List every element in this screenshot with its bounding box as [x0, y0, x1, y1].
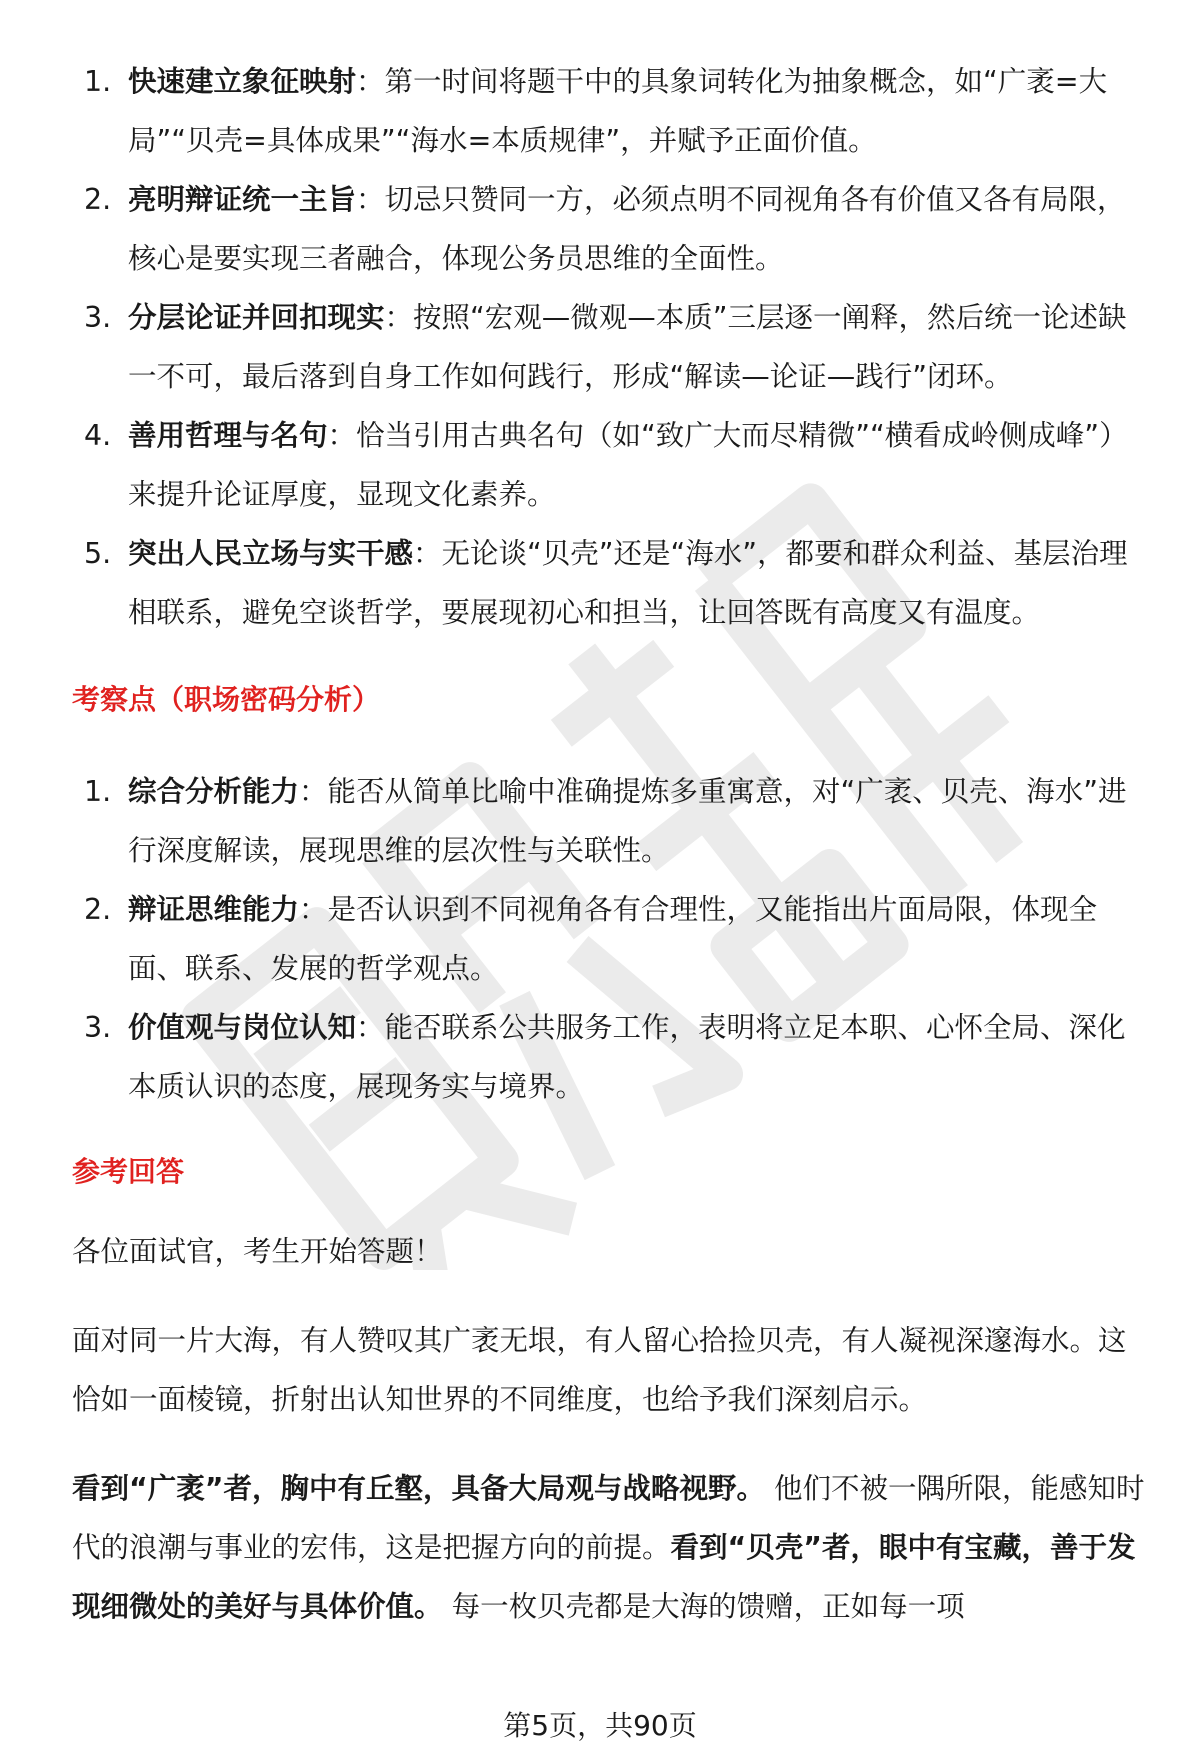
main-content	[72, 52, 1147, 1636]
list-item-title: 综合分析能力	[128, 775, 300, 808]
list-item-text: ：无论谈“贝壳”还是“海水”，都要和群众利益、基层治理相联系，避免空谈哲学，要展现初心和担当，让回答既有高度又有温度。	[128, 537, 1128, 629]
list-number: 4.	[84, 419, 112, 452]
page-number: 第5页，共90页	[503, 1709, 697, 1742]
list-number: 2.	[84, 893, 112, 926]
list-number: 1.	[84, 65, 112, 98]
list-item	[72, 762, 1147, 880]
answer-paragraph: 各位面试官，考生开始答题！	[72, 1235, 443, 1268]
list-item	[72, 170, 1147, 288]
list-item-title: 快速建立象征映射	[128, 65, 357, 98]
list-item-text: ：切忌只赞同一方，必须点明不同视角各有价值又各有局限，核心是要实现三者融合，体现公务员思维的全面性。	[128, 183, 1126, 275]
list-item-text: ：能否联系公共服务工作，表明将立足本职、心怀全局、深化本质认识的态度，展现务实与境界。	[128, 1011, 1126, 1103]
list-item-title: 突出人民立场与实干感	[128, 537, 414, 570]
answer-text: 他们不被一隅所限，能感知时代的浪潮与事业的宏伟，这是把握方向的前提。	[72, 1472, 1145, 1564]
section-heading-reference-answer: 参考回答	[72, 1155, 185, 1188]
list-item-title: 价值观与岗位认知	[128, 1011, 357, 1044]
list-item	[72, 406, 1147, 524]
list-item-text: ：是否认识到不同视角各有合理性，又能指出片面局限，体现全面、联系、发展的哲学观点。	[128, 893, 1098, 985]
list-item	[72, 998, 1147, 1116]
answer-text: 每一枚贝壳都是大海的馈赠，正如每一项	[451, 1590, 965, 1623]
list-item	[72, 524, 1147, 642]
assessment-points-list	[72, 762, 1147, 1116]
list-item-title: 善用哲理与名句	[128, 419, 328, 452]
list-item-title: 辩证思维能力	[128, 893, 300, 926]
answer-tips-list	[72, 52, 1147, 642]
answer-paragraph: 面对同一片大海，有人赞叹其广袤无垠，有人留心拾捡贝壳，有人凝视深邃海水。这恰如一面棱镜，折射出认知世界的不同维度，也给予我们深刻启示。	[72, 1324, 1127, 1416]
list-item-title: 分层论证并回扣现实	[128, 301, 385, 334]
list-item	[72, 288, 1147, 406]
list-item-title: 亮明辩证统一主旨	[128, 183, 357, 216]
list-item	[72, 880, 1147, 998]
answer-emphasis: 看到“广袤”者，胸中有丘壑，具备大局观与战略视野。	[72, 1472, 765, 1505]
list-item-text: ：第一时间将题干中的具象词转化为抽象概念，如“广袤=大局”“贝壳=具体成果”“海水=本质规律”，并赋予正面价值。	[128, 65, 1108, 157]
answer-emphasis: 看到“贝壳”者，眼中有宝藏，善于发现细微处的美好与具体价值。	[72, 1531, 1136, 1623]
list-item-text: ：按照“宏观—微观—本质”三层逐一阐释，然后统一论述缺一不可，最后落到自身工作如何践行，形成“解读—论证—践行”闭环。	[128, 301, 1127, 393]
list-number: 2.	[84, 183, 112, 216]
list-number: 3.	[84, 1011, 112, 1044]
list-item-text: ：能否从简单比喻中准确提炼多重寓意，对“广袤、贝壳、海水”进行深度解读，展现思维的层次性与关联性。	[128, 775, 1127, 867]
list-number: 3.	[84, 301, 112, 334]
list-item-text: ：恰当引用古典名句（如“致广大而尽精微”“横看成岭侧成峰”）来提升论证厚度，显现文化素养。	[128, 419, 1128, 511]
list-number: 5.	[84, 537, 112, 570]
section-heading-assessment: 考察点（职场密码分析）	[72, 683, 381, 716]
list-item	[72, 52, 1147, 170]
list-number: 1.	[84, 775, 112, 808]
answer-paragraph	[72, 1459, 1147, 1636]
